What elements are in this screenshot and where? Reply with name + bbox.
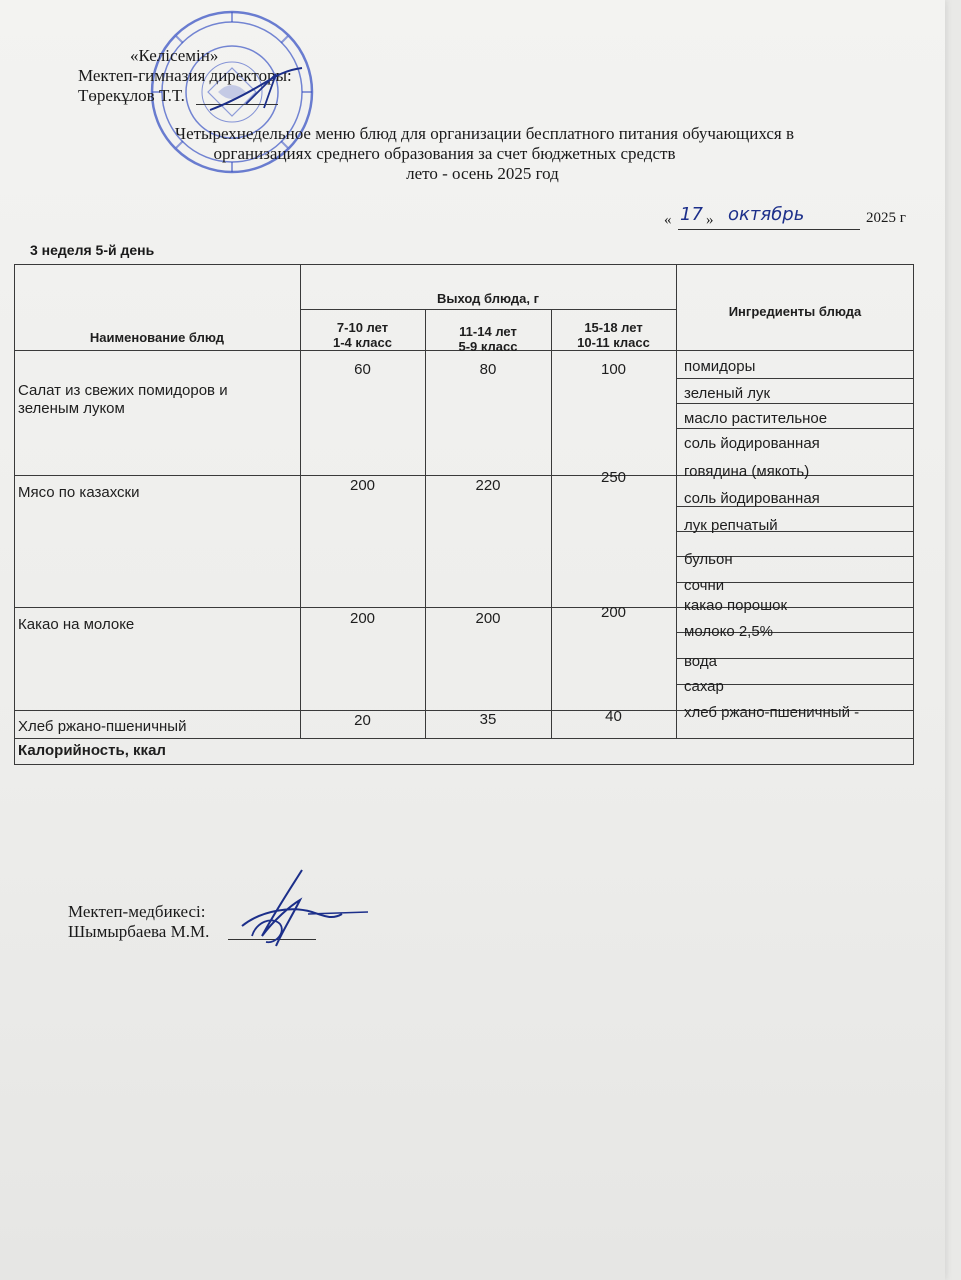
header-ingredients: Ингредиенты блюда: [728, 304, 862, 319]
date-year: 2025 г: [866, 210, 906, 226]
row-3-ingredient-3: вода: [684, 653, 717, 670]
week-day-label: 3 неделя 5-й день: [30, 242, 155, 258]
row-4-ingredient-1: хлеб ржано-пшеничный -: [684, 704, 860, 721]
row-3-ingredient-4: сахар: [684, 678, 724, 695]
row-3-ingredient-2: молоко 2,5%: [684, 623, 774, 640]
row-3-ingredient-1: какао порошок: [684, 597, 788, 614]
row-4-value-11-14: 35: [479, 711, 497, 728]
header-age-15-18: 15-18 лет 10-11 класс: [577, 320, 650, 350]
header-dish-name: Наименование блюд: [89, 330, 225, 345]
row-1-ingredient-4: соль йодированная: [684, 435, 820, 452]
approval-name: Төрекұлов Т.Т.: [78, 86, 185, 105]
row-1-ingredient-2: зеленый лук: [684, 385, 771, 402]
row-4-value-15-18: 40: [605, 708, 622, 725]
row-2-value-7-10: 200: [349, 477, 376, 494]
row-2-value-11-14: 220: [475, 477, 501, 494]
row-1-dish: Салат из свежих помидоров и зеленым луком: [18, 382, 228, 417]
row-2-ingredient-2: соль йодированная: [684, 490, 820, 507]
row-3-value-11-14: 200: [475, 610, 501, 627]
director-signature-icon: [206, 64, 316, 120]
nurse-position: Мектеп-медбикесі:: [68, 902, 206, 921]
nurse-signature-icon: [232, 866, 372, 950]
title-line-3: лето - осень 2025 год: [406, 164, 559, 183]
row-3-value-15-18: 200: [600, 604, 627, 621]
row-4-value-7-10: 20: [354, 712, 371, 729]
row-4-dish: Хлеб ржано-пшеничный: [18, 718, 187, 735]
menu-table: [14, 264, 914, 764]
date-underline: [678, 229, 860, 230]
date-open-quote: «: [664, 212, 672, 228]
date-close-quote: »: [706, 212, 714, 228]
calories-label: Калорийность, ккал: [18, 742, 166, 759]
date-day: 17: [680, 204, 703, 225]
row-1-ingredient-1: помидоры: [684, 358, 756, 375]
row-2-ingredient-3: лук репчатый: [684, 517, 778, 534]
row-1-ingredient-3: масло растительное: [684, 410, 828, 427]
title-line-2: организациях среднего образования за счет бюджетных средств: [213, 144, 676, 163]
row-2-ingredient-5: сочни: [684, 577, 725, 594]
row-1-value-15-18: 100: [600, 361, 627, 378]
approval-position: Мектеп-гимназия директоры:: [78, 66, 292, 85]
date-month: октябрь: [728, 204, 805, 225]
title-line-1: Четырехнедельное меню блюд для организации бесплатного питания обучающихся в: [175, 124, 794, 143]
header-yield: Выход блюда, г: [436, 291, 540, 306]
approval-heading: «Келісемін»: [130, 46, 219, 65]
row-1-value-11-14: 80: [479, 361, 497, 378]
header-age-7-10: 7-10 лет 1-4 класс: [332, 320, 392, 350]
header-age-11-14: 11-14 лет 5-9 класс: [458, 324, 518, 354]
row-2-dish: Мясо по казахски: [18, 484, 140, 501]
nurse-name: Шымырбаева М.М.: [68, 922, 210, 941]
row-3-value-7-10: 200: [349, 610, 376, 627]
row-2-ingredient-1: говядина (мякоть): [684, 463, 810, 480]
row-2-ingredient-4: бульон: [684, 551, 733, 568]
row-2-value-15-18: 250: [600, 469, 627, 486]
row-1-value-7-10: 60: [354, 361, 371, 378]
row-3-dish: Какао на молоке: [18, 616, 135, 633]
